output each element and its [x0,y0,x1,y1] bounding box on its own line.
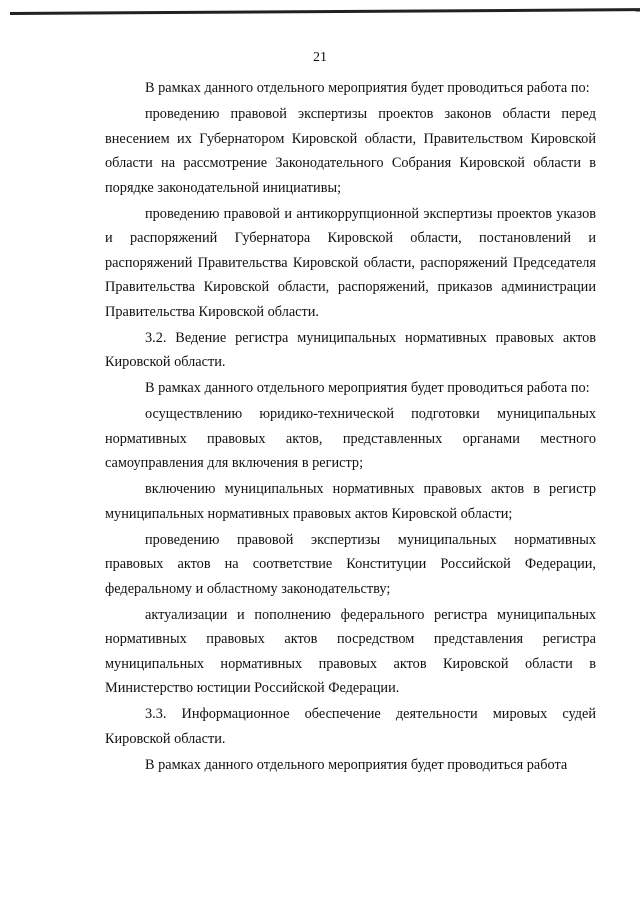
paragraph: В рамках данного отдельного мероприятия будет проводиться работа [145,756,568,773]
paragraph: проведению правовой и антикоррупционной экспертизы проектов указов и распоряжений Губернатора Кировской области, постановлений и распоряжений Правительства Кировской области, распоряжений Председателя Правительства Кировской области, распоряжений, приказов администрации Правительства Кировской области. [105,205,596,320]
paragraph: проведению правовой экспертизы проектов законов области перед внесением их Губернатором Кировской области, Правительством Кировской области на рассмотрение Законодательного Собрания Кировской области в порядке законодательной инициативы; [105,106,596,196]
section-heading: 3.2. Ведение регистра муниципальных нормативных правовых актов Кировской области. [105,329,596,370]
document-body [105,76,596,779]
paragraph: актуализации и пополнению федерального регистра муниципальных нормативных правовых актов посредством представления регистра муниципальных нормативных правовых актов Кировской области в Министерство юстиции Российской Федерации. [105,606,596,696]
paragraph: В рамках данного отдельного мероприятия будет проводиться работа по: [145,80,590,96]
paragraph: осуществлению юридико-технической подготовки муниципальных нормативных правовых актов, представленных органами местного самоуправления для включения в регистр; [105,406,596,471]
page-number: 21 [313,50,327,65]
paragraph: проведению правовой экспертизы муниципальных нормативных правовых актов на соответствие Конституции Российской Федерации, федеральному и областному законодательству; [105,531,596,597]
paragraph: включению муниципальных нормативных правовых актов в регистр муниципальных нормативных правовых актов Кировской области; [105,481,596,522]
section-heading: 3.3. Информационное обеспечение деятельности мировых судей Кировской области. [105,706,596,747]
top-rule [10,8,640,15]
paragraph: В рамках данного отдельного мероприятия будет проводиться работа по: [145,380,590,396]
